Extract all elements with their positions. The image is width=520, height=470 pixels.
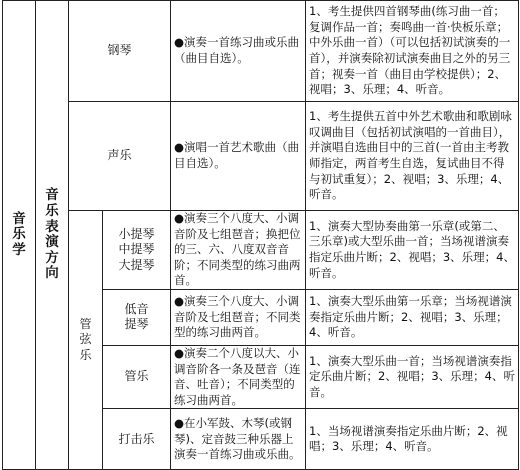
preliminary-content: ●演奏三个八度大、小调音阶及七组琶音；换把位的三、六、八度双音音阶；不同类型的练习曲两首。 bbox=[174, 211, 301, 288]
wind-string-group-cell bbox=[69, 211, 103, 470]
preliminary-content-cell bbox=[171, 345, 306, 408]
major-cell bbox=[3, 1, 36, 470]
final-requirements-cell bbox=[306, 211, 519, 290]
table-row bbox=[3, 102, 519, 211]
preliminary-content: ●演奏三个八度大、小调音阶及七组琶音；不同类型的练习曲两首。 bbox=[174, 294, 301, 340]
preliminary-content: ●演奏一首练习曲或乐曲（曲目自选）。 bbox=[174, 35, 300, 65]
final-requirements-cell bbox=[306, 102, 519, 211]
table-row bbox=[3, 1, 519, 102]
instrument-label: 管乐 bbox=[124, 369, 149, 384]
instrument-label: 声乐 bbox=[107, 148, 132, 163]
instrument-label: 低音 提琴 bbox=[124, 301, 149, 332]
major-label: 音 乐 学 bbox=[12, 210, 26, 258]
preliminary-content-cell bbox=[171, 289, 306, 345]
final-requirements-cell bbox=[306, 345, 519, 408]
preliminary-content-cell bbox=[171, 1, 306, 102]
final-requirements: 1、考生提供五首中外艺术歌曲和歌剧咏叹调曲目（包括初试演唱的一首曲目），并演唱自选曲目中的三首(一首由主考教师指定，两首考生自选，复试曲目不得与初试重复）；2、视唱；3、乐理；4、听音。 bbox=[309, 109, 512, 202]
instrument-cell bbox=[103, 289, 171, 345]
final-requirements: 1、演奏大型乐曲第一乐章；当场视谱演奏指定乐曲片断；2、视唱；3、乐理；4、听音。 bbox=[309, 294, 512, 340]
instrument-cell bbox=[103, 345, 171, 408]
instrument-cell bbox=[103, 409, 171, 470]
preliminary-content-cell bbox=[171, 211, 306, 290]
final-requirements: 1、演奏大型协奏曲第一乐章(或第二、三乐章)或大型乐曲一首；当场视谱演奏指定乐曲片断；2、视唱；3、乐理；4、听音。 bbox=[309, 218, 515, 280]
instrument-label: 钢琴 bbox=[107, 43, 132, 58]
instrument-label: 小提琴 中提琴 大提琴 bbox=[118, 226, 155, 272]
preliminary-content: ●演奏二个八度以大、小调音阶各一条及琶音（连音、吐音）；不同类型的练习曲两首。 bbox=[174, 345, 301, 407]
final-requirements-cell bbox=[306, 409, 519, 470]
preliminary-content: ●在小军鼓、木琴(或钢琴)、定音鼓三种乐器上演奏一首练习曲或乐曲。 bbox=[174, 415, 301, 462]
exam-requirements-table bbox=[2, 0, 519, 470]
instrument-cell bbox=[69, 1, 171, 102]
final-requirements-cell bbox=[306, 289, 519, 345]
final-requirements: 1、当场视谱演奏指定乐曲片断；2、视唱；3、乐理；4、听音。 bbox=[309, 423, 508, 454]
final-requirements-cell bbox=[306, 1, 519, 102]
instrument-label: 打击乐 bbox=[118, 431, 155, 446]
final-requirements: 1、演奏大型乐曲一首；当场视谱演奏指定乐曲片断；2、视唱；3、乐理；4、听音。 bbox=[309, 353, 515, 399]
direction-label: 音 乐 表 演 方 向 bbox=[45, 187, 59, 282]
instrument-cell bbox=[103, 211, 171, 290]
preliminary-content: ●演唱一首艺术歌曲（曲目自选）。 bbox=[174, 140, 300, 170]
instrument-cell bbox=[69, 102, 171, 211]
final-requirements: 1、考生提供四首钢琴曲(练习曲一首；复调作品一首；奏鸣曲一首·快板乐章；中外乐曲一首）（可以包括初试演奏的一首），并演奏除初试演奏曲目之外的另三首；视奏一首（曲目由学校提供）；2、视唱；3、乐理；4、听音。 bbox=[309, 4, 511, 97]
wind-string-group-label: 管 弦 乐 bbox=[79, 316, 92, 362]
preliminary-content-cell bbox=[171, 102, 306, 211]
direction-cell bbox=[36, 1, 69, 470]
preliminary-content-cell bbox=[171, 409, 306, 470]
table-row bbox=[3, 211, 519, 290]
